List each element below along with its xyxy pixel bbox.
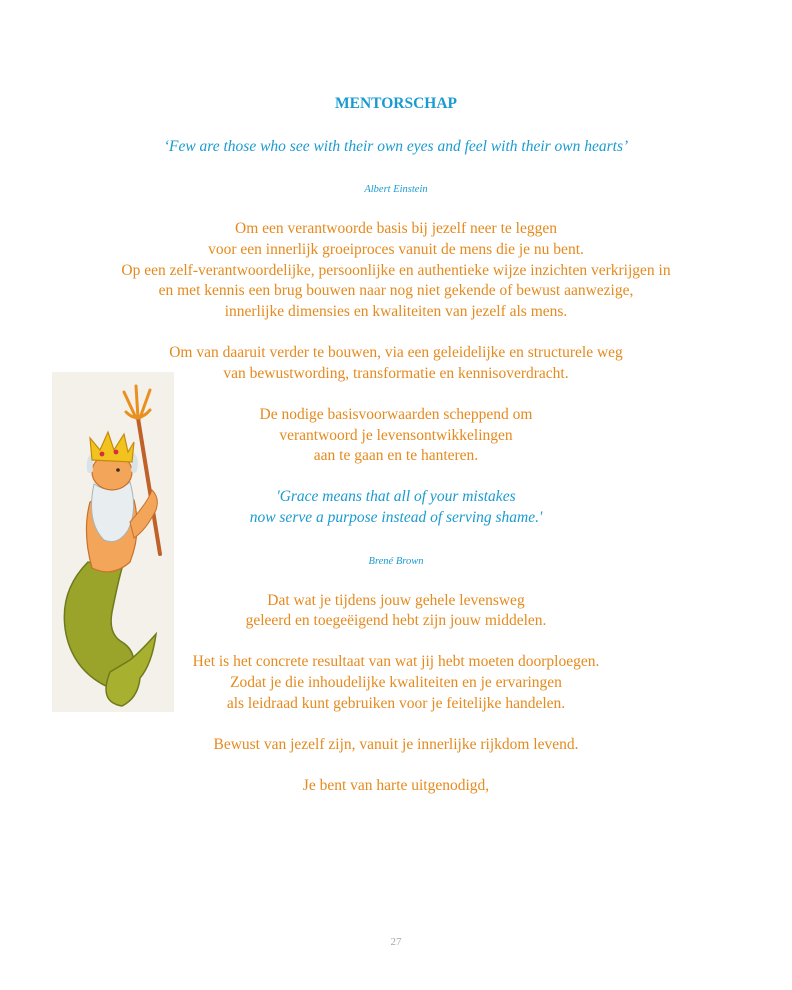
body-line: voor een innerlijk groeiproces vanuit de mens die je nu bent. (208, 241, 584, 258)
body-line: verantwoord je levensontwikkelingen (279, 427, 513, 444)
crown-jewel (114, 450, 119, 455)
quote-brown-line: 'Grace means that all of your mistakes (276, 488, 516, 505)
body-line: Dat wat je tijdens jouw gehele levensweg (267, 592, 525, 609)
body-line: Bewust van jezelf zijn, vanuit je innerlijke rijkdom levend. (213, 736, 579, 753)
body-line: en met kennis een brug bouwen naar nog niet gekende of bewust aanwezige, (158, 282, 634, 299)
body-line: Om van daaruit verder te bouwen, via een geleidelijke en structurele weg (169, 344, 623, 361)
neptune-merman-icon (52, 372, 174, 712)
quote-einstein: ‘Few are those who see with their own eyes and feel with their own hearts’ (163, 138, 629, 155)
closing-line: Je bent van harte uitgenodigd, (302, 777, 490, 794)
body-line: Op een zelf-verantwoordelijke, persoonlijke en authentieke wijze inzichten verkrijgen in (121, 262, 671, 279)
merman-eye (116, 468, 120, 472)
body-line: Om een verantwoorde basis bij jezelf neer te leggen (235, 220, 557, 237)
body-line: van bewustwording, transformatie en kennisoverdracht. (223, 365, 569, 382)
body-line: Het is het concrete resultaat van wat jij hebt moeten doorploegen. (192, 653, 600, 670)
body-line: aan te gaan en te hanteren. (313, 447, 479, 464)
body-line: innerlijke dimensies en kwaliteiten van jezelf als mens. (224, 303, 568, 320)
quote-author-brown: Brené Brown (368, 556, 424, 567)
quote-author-einstein: Albert Einstein (364, 184, 428, 195)
body-line: De nodige basisvoorwaarden scheppend om (259, 406, 533, 423)
page-number: 27 (390, 936, 402, 948)
crown-jewel (100, 452, 105, 457)
body-line: Zodat je die inhoudelijke kwaliteiten en je ervaringen (230, 674, 562, 691)
page-title: MENTORSCHAP (334, 95, 457, 112)
body-line: geleerd en toegeëigend hebt zijn jouw middelen. (245, 612, 547, 629)
quote-brown-line: now serve a purpose instead of serving shame.' (249, 509, 543, 526)
body-line: als leidraad kunt gebruiken voor je feitelijke handelen. (226, 695, 566, 712)
